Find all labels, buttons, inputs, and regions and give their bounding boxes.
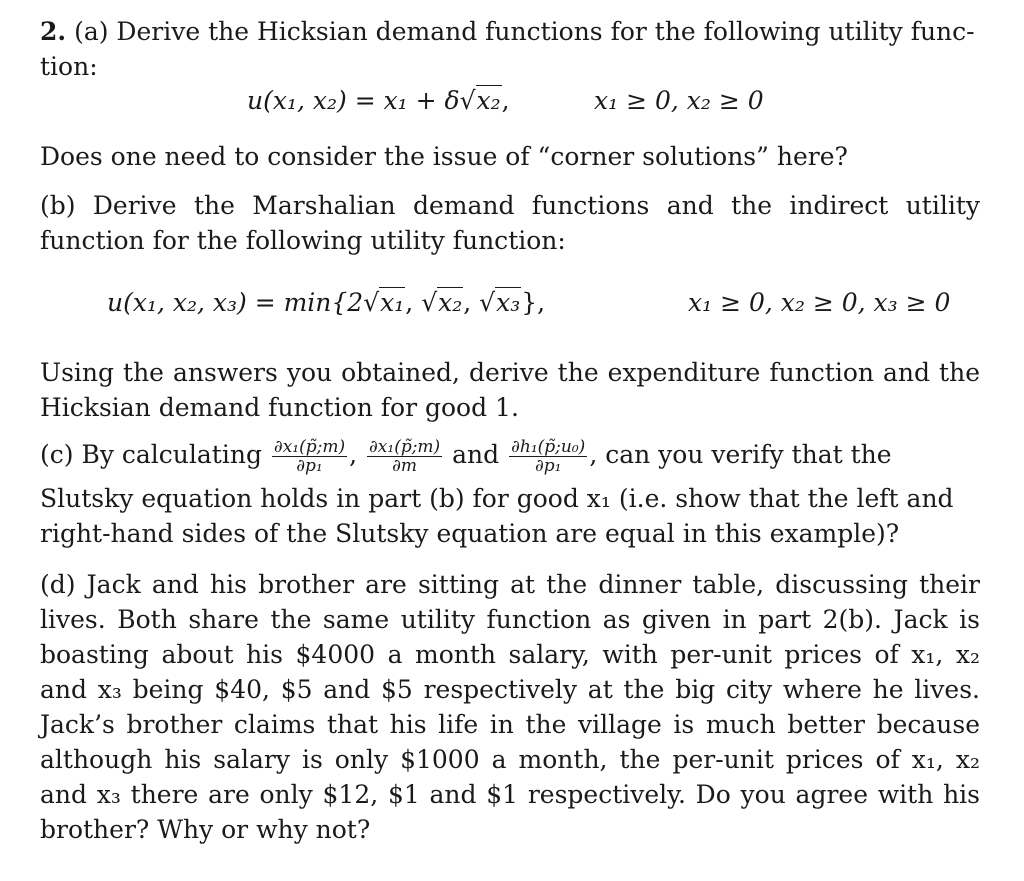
equation-b-domain-text: x₁ ≥ 0, x₂ ≥ 0, x₃ ≥ 0 [688,288,951,317]
part-b-followup [40,355,980,425]
sqrt-x2-b-radicand: x₂ [438,288,463,317]
part-a-intro [40,14,980,49]
part-a-line2-text: tion: [40,52,98,81]
equation-a-lhs: u(x₁, x₂) = x₁ + δ [247,86,460,115]
sqrt-x1: √x₁ [363,288,405,317]
part-c-line3 [40,516,980,551]
frac-dh1-dp1-den: ∂p₁ [534,456,562,476]
sqrt-x2-radicand: x₂ [476,86,501,115]
frac-dx1-dp1 [272,438,347,475]
part-b-text-span: (b) Derive the Marshalian demand functions and the indirect utility function for the following utility function: [40,191,980,255]
part-c-line2 [40,481,980,516]
equation-a-comma: , [501,86,510,115]
frac-dx1-dp1-num: ∂x₁(p̃;m) [273,437,346,457]
equation-a-domain [594,86,764,115]
frac-dh1-dp1-num: ∂h₁(p̃;u₀) [511,437,586,457]
frac-dh1-dp1 [509,438,587,475]
frac-dx1-dm-num: ∂x₁(p̃;m) [369,437,441,457]
part-c-line2-text: Slutsky equation holds in part (b) for good x₁ (i.e. show that the left and [40,484,954,513]
part-a-line1: (a) Derive the Hicksian demand functions for the following utility func- [74,17,975,46]
part-a-question-text: Does one need to consider the issue of “corner solutions” here? [40,142,848,171]
equation-b: u(x₁, x₂, x₃) = min{2√x₁, √x₂, √x₃}, [107,288,546,317]
equation-b-domain [688,288,950,317]
part-b-followup-text: Using the answers you obtained, derive the expenditure function and the Hicksian demand function for good 1. [40,358,980,422]
part-a-line2 [40,49,98,84]
part-c-line1: (c) By calculating $\frac{\text{∂x₁(p̃;m)}}{\text{∂p₁}}$ , $\frac{\text{∂x₁(p̃;m)}}{\partial m}$ and $\frac{\text{∂h₁(p̃;u₀)}}{\text{∂p₁}}$ , can you verify that the [40,437,892,476]
part-d-text [40,567,980,847]
equation-b-close: }, [521,288,546,317]
sqrt-x2-b: √x₂ [421,288,463,317]
sqrt-x3-radicand: x₃ [496,288,521,317]
frac-dx1-dm-den: ∂m [392,456,418,476]
sqrt-x1-radicand: x₁ [380,288,405,317]
part-c-suffix: , can you verify that the [589,440,892,469]
frac-dx1-dp1-den: ∂p₁ [296,456,323,476]
part-c-and: and [452,440,500,469]
sqrt-x2: √x₂ [459,86,501,115]
equation-a [247,86,510,115]
part-b-text [40,188,980,258]
part-c-prefix: (c) By calculating [40,440,262,469]
equation-b-lhs: u(x₁, x₂, x₃) = min{2 [107,288,364,317]
part-d-text-span: (d) Jack and his brother are sitting at the dinner table, discussing their lives. Both share the same utility function as given in part 2(b). Jack is boasting about his $4000 a month salary, with per-unit prices of x₁, x₂ and x₃ being $40, $5 and $5 respectively at the big city where he lives. Jack’s brother claims that his life in the village is much better because although his salary is only $1000 a month, the per-unit prices of x₁, x₂ and x₃ there are only $12, $1 and $1 respectively. Do you agree with his brother? Why or why not? [40,570,980,844]
equation-a-domain-text: x₁ ≥ 0, x₂ ≥ 0 [594,86,764,115]
part-a-question [40,139,848,174]
frac-dx1-dm [367,438,442,475]
part-c-line3-text: right-hand sides of the Slutsky equation are equal in this example)? [40,519,900,548]
question-number: 2. [40,17,67,46]
sqrt-x3: √x₃ [479,288,521,317]
